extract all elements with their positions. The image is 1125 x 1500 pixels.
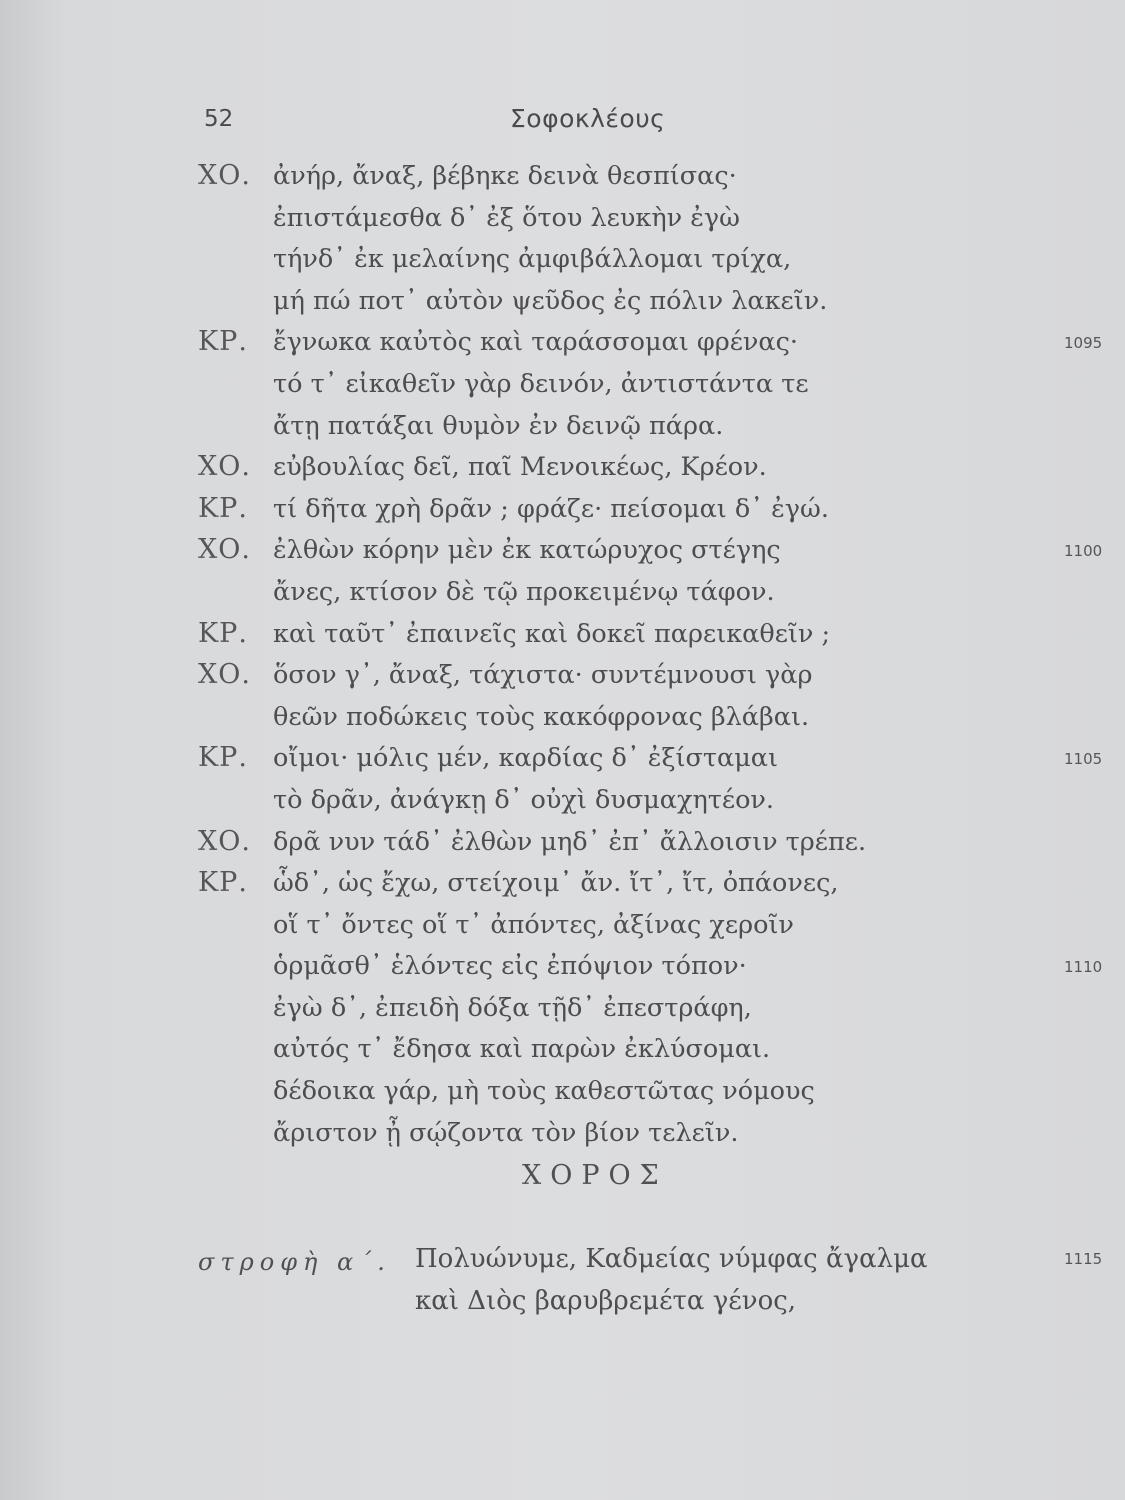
verse-text: ἐλθὼν κόρην μὲν ἐκ κατώρυχος στέγης	[273, 535, 781, 566]
line-number: 1115	[1064, 1250, 1103, 1268]
speaker-label: ΧΟ.	[198, 825, 251, 857]
line-number: 1095	[1064, 334, 1103, 353]
verse-line	[0, 867, 1125, 909]
speaker-label: ΚΡ.	[198, 617, 248, 649]
section-heading: ΧΟΡΟΣ	[522, 1160, 668, 1191]
page-number: 52	[204, 106, 234, 132]
verse-text: οἵ τ᾽ ὄντες οἵ τ᾽ ἀπόντες, ἀξίνας χεροῖν	[273, 909, 794, 940]
verse-line	[0, 202, 1125, 244]
verse-line	[0, 1117, 1125, 1159]
verse-text: αὐτός τ᾽ ἔδησα καὶ παρὼν ἐκλύσομαι.	[273, 1034, 771, 1065]
verse-line	[0, 451, 1125, 493]
verse-line	[0, 618, 1125, 660]
verse-line	[0, 326, 1125, 368]
verse-text: τί δῆτα χρὴ δρᾶν ; φράζε· πείσομαι δ᾽ ἐγώ.	[273, 493, 829, 524]
verse-text: ὧδ᾽, ὡς ἔχω, στείχοιμ᾽ ἄν. ἴτ᾽, ἴτ, ὀπάονες,	[273, 868, 839, 899]
strophe-line: καὶ Διὸς βαρυβρεμέτα γένος,	[415, 1286, 797, 1316]
speaker-label: ΧΟ.	[198, 659, 251, 691]
strophe-line: Πολυώνυμε, Καδμείας νύμφας ἄγαλμα	[415, 1244, 928, 1274]
line-number: 1100	[1064, 542, 1103, 561]
verse-line	[0, 659, 1125, 701]
verse-text: ἄνες, κτίσον δὲ τῷ προκειμένῳ τάφον.	[273, 576, 775, 607]
page-header	[0, 100, 1125, 144]
verse-line	[0, 992, 1125, 1034]
speaker-label: ΚΡ.	[198, 326, 248, 358]
verse-text: καὶ ταῦτ᾽ ἐπαινεῖς καὶ δοκεῖ παρεικαθεῖν ;	[273, 618, 831, 649]
verse-text: τήνδ᾽ ἐκ μελαίνης ἀμφιβάλλομαι τρίχα,	[273, 244, 792, 275]
verse-text: εὐβουλίας δεῖ, παῖ Μενοικέως, Κρέον.	[273, 452, 767, 483]
verse-text: ἀνήρ, ἄναξ, βέβηκε δεινὰ θεσπίσας·	[273, 161, 737, 191]
verse-text: ἔγνωκα καὐτὸς καὶ ταράσσομαι φρένας·	[273, 327, 799, 358]
verse-line	[0, 410, 1125, 452]
line-number: 1110	[1064, 958, 1103, 977]
verse-text: ὁρμᾶσθ᾽ ἑλόντες εἰς ἐπόψιον τόπον·	[273, 951, 747, 982]
running-title: Σοφοκλέους	[510, 104, 666, 133]
verse-text: δρᾶ νυν τάδ᾽ ἐλθὼν μηδ᾽ ἐπ᾽ ἄλλοισιν τρέπε.	[273, 826, 867, 857]
speaker-label: ΚΡ.	[198, 492, 248, 524]
verse-text: θεῶν ποδώκεις τοὺς κακόφρονας βλάβαι.	[273, 701, 810, 732]
verse-line	[0, 826, 1125, 868]
verse-text: ἐγὼ δ᾽, ἐπειδὴ δόξα τῇδ᾽ ἐπεστράφη,	[273, 992, 752, 1023]
speaker-label: ΧΟ.	[198, 160, 251, 191]
verse-text: ἐπιστάμεσθα δ᾽ ἐξ ὅτου λευκὴν ἐγὼ	[273, 202, 740, 233]
verse-line	[0, 285, 1125, 327]
verse-line	[0, 368, 1125, 410]
verse-line	[0, 701, 1125, 743]
verse-line	[0, 1033, 1125, 1075]
verse-line	[0, 243, 1125, 285]
verse-text: δέδοικα γάρ, μὴ τοὺς καθεστῶτας νόμους	[273, 1076, 815, 1107]
verse-text: τό τ᾽ εἰκαθεῖν γὰρ δεινόν, ἀντιστάντα τε	[273, 368, 809, 399]
verse-line	[0, 784, 1125, 826]
speaker-label: ΧΟ.	[198, 534, 251, 566]
strophe-label: στροφὴ α΄.	[198, 1248, 391, 1276]
verse-line	[0, 160, 1125, 202]
verse-text: μή πώ ποτ᾽ αὐτὸν ψεῦδος ἐς πόλιν λακεῖν.	[273, 285, 828, 316]
verse-line	[0, 534, 1125, 576]
verse-line	[0, 493, 1125, 535]
verse-text: τὸ δρᾶν, ἀνάγκῃ δ᾽ οὐχὶ δυσμαχητέον.	[273, 784, 775, 815]
verse-line	[0, 576, 1125, 618]
verse-text: ὅσον γ᾽, ἄναξ, τάχιστα· συντέμνουσι γὰρ	[273, 660, 813, 691]
verse-block	[0, 160, 1125, 1158]
verse-text: ἄριστον ᾖ σῴζοντα τὸν βίον τελεῖν.	[273, 1117, 739, 1148]
speaker-label: ΚΡ.	[198, 742, 248, 774]
verse-text: οἴμοι· μόλις μέν, καρδίας δ᾽ ἐξίσταμαι	[273, 743, 779, 774]
line-number: 1105	[1064, 750, 1103, 769]
verse-line	[0, 742, 1125, 784]
verse-line	[0, 1075, 1125, 1117]
verse-line	[0, 950, 1125, 992]
verse-line	[0, 909, 1125, 951]
speaker-label: ΧΟ.	[198, 451, 251, 483]
speaker-label: ΚΡ.	[198, 867, 248, 899]
verse-text: ἄτῃ πατάξαι θυμὸν ἐν δεινῷ πάρα.	[273, 410, 724, 441]
